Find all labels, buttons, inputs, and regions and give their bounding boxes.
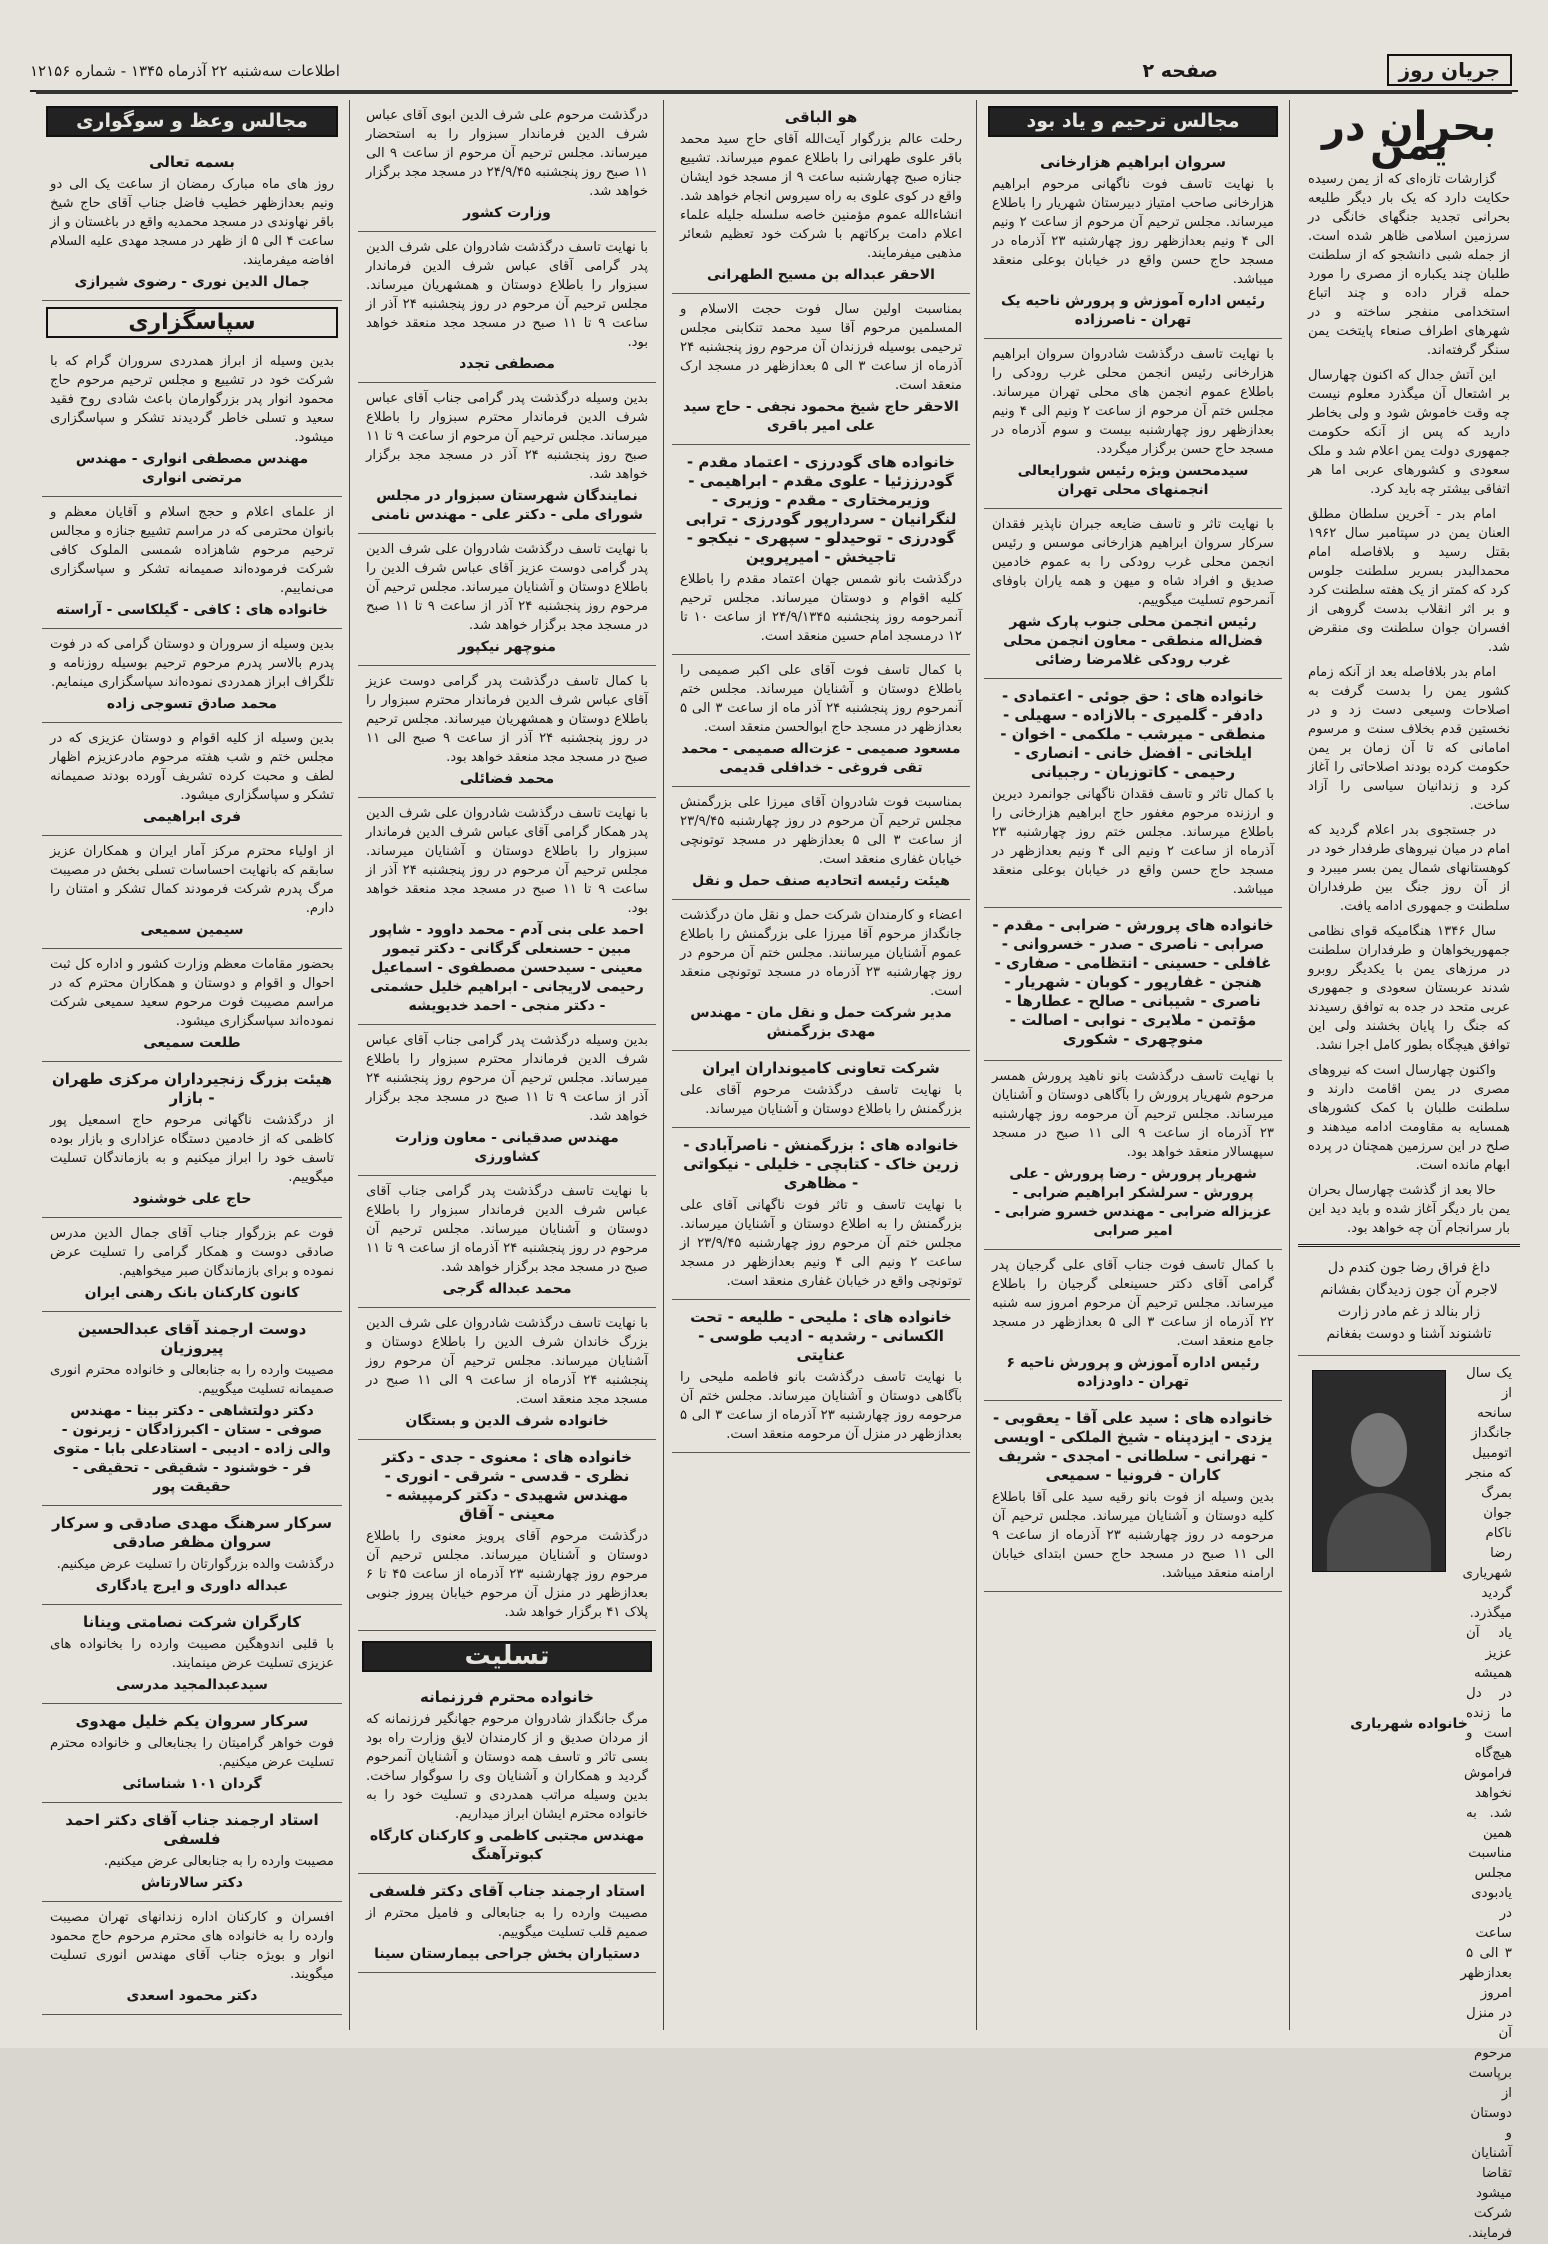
notice-block — [358, 383, 656, 534]
notice-heading: بسمه تعالی — [149, 153, 235, 171]
notice-text: مصیبت وارده را به جنابعالی عرض میکنیم. — [103, 1854, 334, 1869]
notice-text: درگذشت بانو شمس جهان اعتماد مقدم را باطلاع کلیه اقوام و دوستان میرساند. مجلس ترحیم آنمرحومه روز پنجشنبه ۲۴/۹/۱۳۴۵ از ساعت ۱۰ تا ۱۲ درمسجد امام حسین منعقد است. — [680, 572, 962, 644]
notice-text: با کمال تاثر و تاسف فقدان ناگهانی جوانمرد دیرین و ارزنده مرحوم مغفور حاج ابراهیم هزارخانی را باطلاع میرساند. مجلس ختم روز چهارشنبه ۲۳ آذرماه از ساعت ۲ ونیم الی ۴ ونیم بعدازظهر در مسجد حاج حسن واقع در خیابان بوعلی منعقد میباشد. — [992, 787, 1274, 897]
notice-text: با قلبی اندوهگین مصیبت وارده را بخانواده های عزیزی تسلیت عرض مینمایند. — [50, 1637, 334, 1671]
notice-block — [42, 497, 342, 629]
notice-block — [358, 1308, 656, 1440]
memorial-signature: خانواده شهریاری — [1350, 1716, 1468, 1732]
notice-text: با نهایت تاسف درگذشت شادروان سروان ابراهیم هزارخانی رئیس انجمن محلی غرب رودکی را باطلاع عموم انجمن های محلی تهران میرساند. مجلس ختم آن مرحوم از ساعت ۲ ونیم الی ۴ ونیم بعدازظهر روز چهارشنبه بیست و سوم آذرماه در مسجد حاج حسن برگزار میگردد. — [992, 347, 1274, 457]
notice-block — [42, 1605, 342, 1704]
notice-block — [358, 232, 656, 383]
notice-text: با کمال تاسف فوت جناب آقای علی گرجیان پدر گرامی آقای دکتر حسینعلی گرجیان را باطلاع میرساند. مجلس ترحیم آن مرحوم امروز سه شنبه ۲۲ آذرماه از ساعت ۳ الی ۵ بعدازظهر در مسجد جامع منعقد است. — [992, 1258, 1274, 1349]
notice-text: با کمال تاسف درگذشت پدر گرامی دوست عزیز آقای عباس شرف الدین فرماندار محترم سبزوار را باطلاع دوستان و همشهریان میرساند. مجلس ترحیم در روز پنجشنبه ۲۴ آذر از ساعت ۹ صبح الی ۱۱ صبح در مسجد مجد منعقد خواهد بود. — [366, 674, 648, 765]
notice-signature: شهریار پرورش - رضا پرورش - علی پرورش - سرلشکر ابراهیم ضرابی - عزیزاله ضرابی - مهندس خسرو ضرابی - امیر صرابی — [994, 1166, 1272, 1239]
notice-signature: مهندس مجتبی کاظمی و کارکنان کارگاه کبوترآهنگ — [369, 1828, 645, 1863]
notice-text: از علمای اعلام و حجج اسلام و آقایان معظم و بانوان محترمی که در مراسم تشییع جنازه و مجالس ترحیم مرحوم شاهزاده شمسی الملوک کافی شرکت فرموده‌اند صمیمانه تشکر و سپاسگزاری می‌نماییم. — [50, 505, 334, 596]
notice-heading: سروان ابراهیم هزارخانی — [1039, 153, 1227, 171]
notice-block — [42, 723, 342, 836]
notice-text: بدین وسیله درگذشت پدر گرامی جناب آقای عباس شرف الدین فرماندار محترم سبزوار را باطلاع میرساند. مجلس ترحیم آن مرحوم از ساعت ۹ تا ۱۱ صبح روز پنجشنبه ۲۴ آذر در مسجد مجد برگزار خواهد شد. — [366, 391, 649, 482]
notice-signature: نمایندگان شهرستان سبزوار در مجلس شورای ملی - دکتر علی - مهندس نامنی — [371, 488, 643, 523]
notice-heading: خانواده های پرورش - ضرابی - مقدم - صرابی - ناصری - صدر - خسروانی - غافلی - حسینی - انتظامی - صفاری - هنجن - غفارپور - کوبان - شهریار - ناصری - شیبانی - صالح - عطارها - مؤتمن - ملایری - نوابی - اصالت - منوچهری - شکوری — [992, 916, 1274, 1048]
article-paragraph: حالا بعد از گذشت چهارسال بحران یمن بار دیگر آغاز شده و باید دید این بار سرانجام آن چه خواهد بود. — [1308, 1183, 1510, 1236]
notice-signature: محمد عبداله گرجی — [442, 1281, 572, 1297]
notice-text: بمناسبت فوت شادروان آقای میرزا علی بزرگمنش مجلس ترحیم آن مرحوم در روز چهارشنبه ۲۳/۹/۴۵ از ساعت ۳ الی ۵ بعدازظهر در مسجد توتونچی خیابان غفاری منعقد است. — [680, 795, 962, 867]
article-paragraph: در جستجوی بدر اعلام گردید که امام در میان نیروهای طرفدار خود در کوهستانهای شمال یمن بسر میبرد و از آن روز جنگ بین طرفداران سلطنت و جمهوری ادامه یافت. — [1308, 823, 1510, 914]
issue-info: اطلاعات سه‌شنبه ۲۲ آذرماه ۱۳۴۵ - شماره ۱۲۱۵۶ — [30, 62, 340, 80]
column-gratitude — [42, 100, 342, 2030]
notice-text: روز های ماه مبارک رمضان از ساعت یک الی دو ونیم بعدازظهر خطیب فاضل جناب آقای حاج شیخ باقر نهاوندی در مسجد محمدیه واقع در باغستان و از ساعت ۴ الی ۵ از ظهر در مسجد مهدی علیه السلام افاضه میفرمایند. — [50, 177, 335, 268]
poem-line: داغ فراق رضا جون کندم دل — [1327, 1260, 1491, 1276]
notice-block — [42, 629, 342, 723]
section-title-gratitude: سپاسگزاری — [46, 307, 338, 338]
notice-text: فوت عم بزرگوار جناب آقای جمال الدین مدرس صادقی دوست و همکار گرامی را تسلیت عرض نموده و برای بازماندگان صبر میخواهیم. — [50, 1226, 334, 1279]
column-brand-box: جریان روز — [1387, 54, 1512, 86]
notice-text: با نهایت تاسف و تاثر فوت ناگهانی آقای علی بزرگمنش را به اطلاع دوستان و آشنایان میرساند. مجلس ختم آن مرحوم روز چهارشنبه ۲۳/۹/۴۵ از ساعت ۲ ونیم الی ۴ ونیم بعدازظهر در مسجد توتونچی واقع در خیابان غفاری منعقد است. — [680, 1198, 963, 1289]
notice-heading: استاد ارجمند جناب آقای دکتر احمد فلسفی — [65, 1811, 319, 1848]
header-rule — [36, 90, 1512, 94]
notice-signature: الاحقر حاج شیخ محمود نجفی - حاج سید علی امیر باقری — [683, 399, 959, 434]
notice-text: با نهایت تاسف درگذشت مرحوم آقای علی بزرگمنش را باطلاع دوستان و آشنایان میرساند. — [680, 1083, 962, 1117]
notice-signature: کانون کارکنان بانک رهنی ایران — [84, 1285, 300, 1301]
notice-block — [42, 1506, 342, 1605]
notice-block — [672, 445, 970, 655]
notice-signature: رئیس انجمن محلی جنوب پارک شهر فضل‌اله منطقی - معاون انجمن محلی غرب رودکی غلامرضا رضائی — [1003, 614, 1263, 668]
notice-signature: مهندس مصطفی انواری - مهندس مرتضی انواری — [75, 451, 309, 486]
notice-heading: سرکار سروان یکم خلیل مهدوی — [75, 1712, 309, 1730]
notice-signature: منوچهر نیکپور — [458, 639, 556, 655]
column-memorials — [984, 100, 1282, 2030]
notice-block — [672, 100, 970, 294]
notice-signature: مهندس صدقیانی - معاون وزارت کشاورزی — [395, 1130, 619, 1165]
notice-block — [984, 339, 1282, 509]
notice-block — [358, 798, 656, 1025]
notice-heading: سرکار سرهنگ مهدی صادقی و سرکار سروان مظفر صادقی — [52, 1514, 332, 1551]
column-yemen — [1298, 100, 1520, 2241]
notice-heading: خانواده های : سید علی آقا - یعقوبی - یزدی - ایزدپناه - شیخ الملکی - اویسی - نهرانی - سلطانی - امجدی - شریف کاران - فرونیا - سمیعی — [993, 1409, 1273, 1484]
notice-block — [358, 1025, 656, 1176]
notice-block — [984, 145, 1282, 339]
notice-block — [358, 666, 656, 798]
notice-signature: جمال الدین نوری - رضوی شیرازی — [74, 274, 310, 290]
notice-text: بدین وسیله از ابراز همدردی سروران گرام که با شرکت خود در تشییع و مجلس ترحیم مرحوم حاج محمود انوار پدر بزرگوارمان باعث شادی روح فقید سعید و تسلی خاطر گردیدند تشکر و سپاسگزاری میشود. — [50, 354, 334, 445]
notice-heading: خانواده محترم فرزنمانه — [419, 1688, 594, 1706]
article-paragraph: این آتش جدال که اکنون چهارسال بر اشتعال آن میگذرد معلوم نیست چه وقت خاموش شود و ولی بخاطر دارید که پس از آنکه حکومت جمهوری دولت یمن اعلام شد و ملک سعودی و کشورهای عربی اما هر اتفاقی بیشتر چه باید کرد. — [1308, 368, 1510, 497]
poem-block — [1298, 1244, 1520, 1356]
notice-block — [42, 1704, 342, 1803]
notice-heading: خانواده های : معنوی - جدی - دکتر نظری - قدسی - شرقی - انوری - مهندس شهیدی - دکتر کرمپیشه - معینی - آقاق — [381, 1448, 633, 1523]
column-notices-4 — [358, 100, 656, 2030]
notice-heading: شرکت تعاونی کامیونداران ایران — [702, 1059, 940, 1077]
notice-text: با نهایت تاسف درگذشت پدر گرامی جناب آقای عباس شرف الدین فرماندار سبزوار را باطلاع دوستان و آشنایان میرساند. مجلس ترحیم آن مرحوم در روز پنجشنبه ۲۴ آذرماه از ساعت ۹ تا ۱۱ صبح در مسجد مجد برگزار خواهد شد. — [366, 1184, 649, 1275]
notice-signature: گردان ۱۰۱ شناسائی — [122, 1776, 262, 1792]
notice-text: با نهایت تاسف درگذشت شادروان علی شرف الدین پدر گرامی آقای عباس شرف الدین فرماندار سبزوار را باطلاع دوستان و همشهریان میرساند. مجلس ترحیم آن مرحوم در روز پنجشنبه ۲۴ آذر از ساعت ۹ تا ۱۱ صبح در مسجد مجد منعقد خواهد بود. — [366, 240, 648, 350]
column-divider — [663, 100, 664, 2030]
notice-block — [358, 100, 656, 232]
notice-block — [984, 1061, 1282, 1250]
notice-block — [984, 1250, 1282, 1401]
notice-heading: خانواده های : ملیحی - طلیعه - تحت الکسانی - رشدیه - ادیب طوسی - عنایتی — [690, 1308, 952, 1364]
notice-signature: محمد صادق تسوجی زاده — [106, 696, 278, 712]
notice-block — [42, 836, 342, 949]
notice-signature: مصطفی تجدد — [459, 356, 555, 372]
notice-text: بدین وسیله از فوت بانو رقیه سید علی آقا باطلاع کلیه دوستان و آشنایان میرساند. مجلس ترحیم آن مرحومه در روز چهارشنبه ۲۳ آذرماه از ساعت ۹ الی ۱۱ صبح در مسجد حاج حسن ابتدای خیابان ارامنه منعقد میباشد. — [992, 1490, 1274, 1581]
notice-text: اعضاء و کارمندان شرکت حمل و نقل مان درگذشت جانگداز مرحوم آقا میرزا علی بزرگمنش را باطلاع عموم آشنایان میرسانند. مجلس ختم آن مرحوم در روز چهارشنبه ۲۳ آذرماه در مسجد توتونچی منعقد است. — [680, 908, 963, 999]
notice-text: از درگذشت ناگهانی مرحوم حاج اسمعیل پور کاظمی که از خادمین دستگاه عزاداری و بازار بوده تاسف خود را ابراز میکنیم و به بازماندگان تسلیت میگوییم. — [50, 1113, 334, 1185]
notice-block — [984, 908, 1282, 1061]
notice-text: مرگ جانگداز شادروان مرحوم جهانگیر فرزنمانه که از مردان صدیق و از کارمندان لایق وزارت راه بود بسی تاثر و تاسف همه دوستان و آشنایان آنمرحوم گردید و همکاران و آشنایان وی را سوگوار ساخت. بدین وسیله مراتب همدردی و تسلیت خود را به خانواده محترم ایشان ابراز میداریم. — [366, 1712, 648, 1822]
notice-signature: حاج علی خوشنود — [132, 1191, 252, 1207]
notice-block — [984, 679, 1282, 908]
column-divider — [1289, 100, 1290, 2030]
notice-text: با نهایت تاسف درگذشت شادروان علی شرف الدین بزرگ خاندان شرف الدین را باطلاع دوستان و آشنایان میرساند. مجلس ترحیم آن مرحوم روز پنجشنبه ۲۴ آذرماه از ساعت ۹ الی ۱۱ صبح در مسجد مجد منعقد است. — [366, 1316, 648, 1407]
notice-text: بدین وسیله درگذشت پدر گرامی جناب آقای عباس شرف الدین فرماندار محترم سبزوار را باطلاع میرساند. مجلس ترحیم آن مرحوم روز پنجشنبه ۲۴ آذر از ساعت ۹ تا ۱۱ صبح در مسجد مجد برگزار خواهد شد. — [366, 1033, 649, 1124]
notice-block — [42, 949, 342, 1062]
poem-line: لاجرم آن جون زدیدگان بفشانم — [1320, 1282, 1498, 1298]
notice-signature: دکتر دولتشاهی - دکتر بینا - مهندس صوفی - ستان - اکبرزادگان - زیرنون - والی زاده - ادیبی - استادعلی بابا - متوی فر - خوشنود - شقیقی - تحقیقی - حقیقت پور — [53, 1403, 331, 1495]
notice-block — [42, 1803, 342, 1902]
notice-block — [42, 1062, 342, 1218]
memorial-text: یک سال از سانحه جانگداز اتومبیل که منجر بمرگ جوان ناکام رضا شهریاری گردید میگذرد. یاد آن عزیز همیشه در دل ما زنده است و هیچ‌گاه فراموش نخواهد شد. به همین مناسبت مجلس یادبودی در ساعت ۳ الی ۵ بعدازظهر امروز در منزل آن مرحوم برپاست از دوستان و آشنایان تقاضا میشود شرکت فرمایند. — [1460, 1366, 1512, 2241]
notice-signature: مدیر شرکت حمل و نقل مان - مهندس مهدی بزرگمنش — [690, 1005, 952, 1040]
notice-heading: کارگران شرکت نصامتی وینانا — [83, 1613, 301, 1631]
notice-heading: استاد ارجمند جناب آقای دکتر فلسفی — [369, 1882, 645, 1900]
notice-heading: هو الباقی — [784, 108, 858, 126]
notice-signature: سیدعبدالمجید مدرسی — [116, 1677, 268, 1693]
notice-heading: دوست ارجمند آقای عبدالحسین پیروزیان — [77, 1320, 307, 1357]
notice-text: درگذشت والده بزرگوارتان را تسلیت عرض میکنیم. — [56, 1557, 334, 1572]
column-divider — [349, 100, 350, 2030]
notice-text: رحلت عالم بزرگوار آیت‌الله آقای حاج سید محمد باقر علوی طهرانی را باطلاع عموم میرساند. تشییع جنازه صبح چهارشنبه ساعت ۹ از مسجد خود ایشان واقع در کوی علوی به راه سیروس انجام خواهد شد. انشاءالله عموم مؤمنین خاصه سلسله جلیله علماء اعلام دامت برکاتهم با شرکت خود تعظیم شعائر مذهبی میفرمایند. — [680, 132, 963, 261]
notice-text: از اولیاء محترم مرکز آمار ایران و همکاران عزیز سابقم که بانهایت احساسات تسلی بخش در مصیبت مرگ پدرم شرکت فرمودند کمال تشکر و امتنان را دارم. — [50, 844, 334, 916]
portrait-shoulders — [1327, 1493, 1431, 1571]
notice-text: با نهایت تاسف درگذشت شادروان علی شرف الدین پدر همکار گرامی آقای عباس شرف الدین فرماندار سبزوار را باطلاع دوستان و آشنایان میرساند. مجلس ترحیم آن مرحوم در روز پنجشنبه ۲۴ آذر از ساعت ۹ تا ۱۱ صبح در مسجد مجد منعقد خواهد بود. — [366, 806, 648, 916]
article-title: بحران در یمن — [1321, 104, 1497, 169]
notice-block — [672, 294, 970, 445]
article-body — [1298, 170, 1520, 1238]
notice-heading: هیئت بزرگ زنجیرداران مرکزی طهران - بازار — [51, 1070, 333, 1107]
notice-text: درگذشت مرحوم آقای پرویز معنوی را باطلاع دوستان و آشنایان میرساند. مجلس ترحیم آن مرحوم روز چهارشنبه ۲۳ آذرماه از ساعت ۴۵ تا ۶ بعدازظهر در منزل آن مرحوم خیابان پیروز جنوبی پلاک ۴۱ برگزار خواهد شد. — [366, 1529, 648, 1620]
notice-signature: دکتر محمود اسعدی — [126, 1988, 258, 2004]
notice-block — [42, 1902, 342, 2015]
notice-block — [358, 1874, 656, 1973]
notice-signature: رئیس اداره آموزش و پرورش ناحیه یک تهران - ناصرزاده — [1001, 293, 1265, 328]
notice-block — [672, 1300, 970, 1453]
notice-signature: هیئت رئیسه اتحادیه صنف حمل و نقل — [692, 873, 950, 889]
column-notices-3 — [672, 100, 970, 2030]
notice-block — [358, 1176, 656, 1308]
notice-block — [358, 1680, 656, 1874]
notice-text: فوت خواهر گرامیتان را بجنابعالی و خانواده محترم تسلیت عرض میکنیم. — [50, 1736, 334, 1770]
notice-block — [672, 787, 970, 900]
notice-signature: فری ابراهیمی — [142, 809, 242, 825]
section-title-sermons: مجالس وعظ و سوگواری — [46, 106, 338, 137]
column-divider — [976, 100, 977, 2030]
notice-heading: خانواده های : بزرگمنش - ناصرآبادی - زرین خاک - کتابچی - خلیلی - نیکواتی - مظاهری — [683, 1136, 959, 1192]
notice-block — [672, 1051, 970, 1128]
portrait-photo — [1312, 1370, 1446, 1572]
notice-block — [984, 509, 1282, 679]
notice-block — [358, 534, 656, 666]
notice-block — [672, 900, 970, 1051]
notice-block — [672, 1128, 970, 1300]
notice-text: با نهایت تاسف درگذشت شادروان علی شرف الدین پدر گرامی دوست عزیز آقای عباس شرف الدین را باطلاع دوستان و آشنایان میرساند. مجلس ترحیم آن مرحوم روز پنجشنبه ۲۴ آذر از ساعت ۹ تا ۱۱ صبح در مسجد مجد برگزار خواهد شد. — [366, 542, 649, 633]
notice-text: بحضور مقامات معظم وزارت کشور و اداره کل ثبت احوال و اقوام و دوستان و همکاران محترم که در مراسم مصیبت فوت مرحوم سعید سمیعی شرکت نموده‌اند سپاسگزاری میشود. — [50, 957, 334, 1029]
article-paragraph: واکنون چهارسال است که نیروهای مصری در یمن اقامت دارند و سلطنت طلبان با کمک کشورهای همسایه به مقاومت ادامه میدهند و صلح در این سرزمین همچنان در پرده ابهام مانده است. — [1308, 1063, 1510, 1173]
notice-text: با کمال تاسف فوت آقای علی اکبر صمیمی را باطلاع دوستان و آشنایان میرساند. مجلس ختم آنمرحوم روز پنجشنبه ۲۴ آذر ماه از ساعت ۳ الی ۵ بعدازظهر در مسجد حاج ابوالحسن منعقد است. — [680, 663, 962, 735]
notice-heading: خانواده های : حق جوئی - اعتمادی - دادفر - گلمیری - بالازاده - سهیلی - منطقی - میرشب - ملکمی - اخوان - ایلخانی - افضل خانی - انصاری - رحیمی - کاتوزیان - رجبیانی — [1000, 687, 1266, 781]
notice-signature: خانواده شرف الدین و بستگان — [405, 1413, 609, 1429]
notice-text: با نهایت تاسف درگذشت بانو فاطمه ملیحی را بآگاهی دوستان و آشنایان میرساند. مجلس ختم آن مرحومه روز چهارشنبه ۲۳ آذرماه از ساعت ۳ الی ۵ بعدازظهر در منزل آن مرحومه منعقد است. — [680, 1370, 962, 1442]
portrait-face — [1351, 1413, 1407, 1487]
condolence-title: تسلیت — [362, 1641, 652, 1672]
notice-signature: طلعت سمیعی — [143, 1035, 241, 1051]
notice-text: بمناسبت اولین سال فوت حجت الاسلام و المسلمین مرحوم آقا سید محمد تنکابنی مجلس ترحیمی بوسیله فرزندان آن مرحوم روز پنجشنبه ۲۴ آذرماه از ساعت ۳ الی ۵ بعدازظهر در مسجد ارک منعقد است. — [680, 302, 963, 393]
notice-block — [42, 1312, 342, 1506]
page-number: صفحه ۲ — [1142, 60, 1218, 82]
notice-text: بدین وسیله از کلیه اقوام و دوستان عزیزی که در مجلس ختم و شب هفته مرحوم مادرعزیزم اظهار لطف و محبت کرده تشریف آورده بودند صمیمانه تشکر و سپاسگزاری میشود. — [50, 731, 334, 803]
section-title: مجالس ترحیم و یاد بود — [988, 106, 1278, 137]
poem-line: زار بنالد ز غم مادر زارت — [1337, 1304, 1481, 1320]
notice-text: افسران و کارکنان اداره زندانهای تهران مصیبت وارده را به خانواده های محترم مرحوم حاج محمود انوار و بویژه جناب آقای مهندس انوری تسلیت میگویند. — [50, 1910, 334, 1982]
notice-text: با نهایت تاسف فوت ناگهانی مرحوم ابراهیم هزارخانی صاحب امتیاز دبیرستان شهریار را باطلاع میرساند. مجلس ترحیم آن مرحوم از ساعت ۲ ونیم الی ۴ ونیم بعدازظهر روز چهارشنبه ۲۳ آذرماه در مسجد حاج حسن واقع در خیابان بوعلی منعقد میباشد. — [992, 177, 1274, 287]
article-paragraph: امام بدر - آخرین سلطان مطلق العنان یمن در سپتامبر سال ۱۹۶۲ بقتل رسید و بلافاصله امام محمدالبدر بسریر سلطنت جلوس کرد که کمتر از یک هفته سلطنت کرد و بر اثر انقلاب بدست گروهی از افسران جوان سلطنت وی منقرض شد. — [1308, 507, 1510, 655]
notice-signature: دستیاران بخش جراحی بیمارستان سینا — [374, 1946, 640, 1962]
page-header — [30, 52, 1518, 92]
article-paragraph: سال ۱۳۴۶ هنگامیکه قوای نظامی جمهوریخواهان و طرفداران سلطنت در مرزهای یمن با یکدیگر روبرو شدند عربستان سعودی و جمهوری عربی متحد در جده به توافق رسیدند که جنگ را پایان بخشند ولی این توافق هیچگاه بطور کامل اجرا نشد. — [1308, 924, 1510, 1053]
article-paragraph: گزارشات تازه‌ای که از یمن رسیده حکایت دارد که یک بار دیگر طلیعه بحرانی تجدید جنگهای خانگی در سرزمین اسلامی ظاهر شده است. از جمله شبی دانشجو که از سلطنت طلبان چند یکباره از مصری را مورد حمله قرار داده و چند اتباع استخدامی منفجر ساخته و در شهرهای اطراف صنعاء پایتخت یمن سنگر گرفته‌اند. — [1308, 172, 1510, 358]
memorial-notice — [1298, 1356, 1520, 2241]
notice-text: با نهایت تاثر و تاسف ضایعه جبران ناپذیر فقدان سرکار سروان ابراهیم هزارخانی موسس و رئیس انجمن محلی غرب رودکی را به عموم خادمین صدیق و افراد شاه و میهن و همه یاران باوفای آنمرحوم تسلیت میگوییم. — [992, 517, 1274, 608]
notice-signature: خانواده های : کافی - گیلکاسی - آراسته — [55, 602, 329, 618]
notice-heading: خانواده های گودرزی - اعتماد مقدم - گودرززئیا - علوی مقدم - ابراهیمی - وزیرمختاری - مقدم - وزیری - لنگرانیان - سردارپور گودرزی - ترابی گودرزی - توحیدلو - سپهری - نیکجو - تاجیخش - امیرپروین — [685, 453, 957, 566]
notice-signature: مسعود صمیمی - عزت‌اله صمیمی - محمد تقی فروغی - خدافلی قدیمی — [681, 741, 961, 776]
poem-line: تاشنوند آشنا و دوست بفغانم — [1326, 1326, 1492, 1342]
notice-text: درگذشت مرحوم علی شرف الدین ابوی آقای عباس شرف الدین فرماندار سبزوار را به استحضار میرساند. مجلس ترحیم آن مرحوم از ساعت ۹ الی ۱۱ صبح روز پنجشنبه ۲۴/۹/۴۵ در مسجد مجد برگزار خواهد شد. — [366, 108, 648, 199]
notice-text: بدین وسیله از سروران و دوستان گرامی که در فوت پدرم بالاسر پدرم مرحوم ترحیم بوسیله روزنامه و تلگراف ابراز همدردی نموده‌اند سپاسگزاری مینمایم. — [50, 637, 334, 690]
notice-block — [42, 1218, 342, 1312]
notice-signature: عبداله داوری و ایرج یادگاری — [95, 1578, 289, 1594]
notice-block — [984, 1401, 1282, 1592]
notice-signature: دکتر سالارتاش — [141, 1875, 243, 1891]
notice-block — [358, 1440, 656, 1631]
notice-block — [672, 655, 970, 787]
notice-signature: سیدمحسن ویژه رئیس شورایعالی انجمنهای محلی تهران — [1017, 463, 1249, 498]
notice-signature: وزارت کشور — [463, 205, 551, 221]
notice-text: با نهایت تاسف درگذشت بانو ناهید پرورش همسر مرحوم شهریار پرورش را بآگاهی دوستان و آشنایان میرساند. مجلس ترحیم آن مرحومه روز چهارشنبه ۲۳ آذرماه از ساعت ۹ الی ۱۱ صبح در مسجد سپهسالار منعقد خواهد بود. — [992, 1069, 1274, 1160]
notice-signature: سیمین سمیعی — [140, 922, 244, 938]
notice-signature: احمد علی بنی آدم - محمد داوود - شاپور مبین - حسنعلی گرگانی - دکتر تیمور معینی - سیدحسن مصطفوی - اسماعیل رحیمی لاریجانی - ابراهیم خلیل حشمتی - دکتر منجی - احمد خدیویشه — [370, 922, 644, 1014]
notice-block — [42, 145, 342, 301]
notice-text: مصیبت وارده را به جنابعالی و فامیل محترم از صمیم قلب تسلیت میگوییم. — [366, 1906, 648, 1940]
article-paragraph: امام بدر بلافاصله بعد از آنکه زمام کشور یمن را بدست گرفت به اصلاحات وسیعی دست زد و در نخستین قدم بخلاف سنت و مرسوم امامانی که تا آن زمان بر یمن حکومت کرده بودند اصلاحاتی را آغاز کرد و زندانیان سیاسی را آزاد ساخت. — [1308, 665, 1510, 813]
notice-signature: محمد فضائلی — [459, 771, 555, 787]
notice-block — [42, 346, 342, 497]
notice-signature: الاحقر عبداله بن مسیح الطهرانی — [707, 267, 935, 283]
notice-text: مصیبت وارده را به جنابعالی و خانواده محترم انوری صمیمانه تسلیت میگوییم. — [50, 1363, 334, 1397]
notice-signature: رئیس اداره آموزش و پرورش ناحیه ۶ تهران - داودزاده — [1006, 1355, 1260, 1390]
